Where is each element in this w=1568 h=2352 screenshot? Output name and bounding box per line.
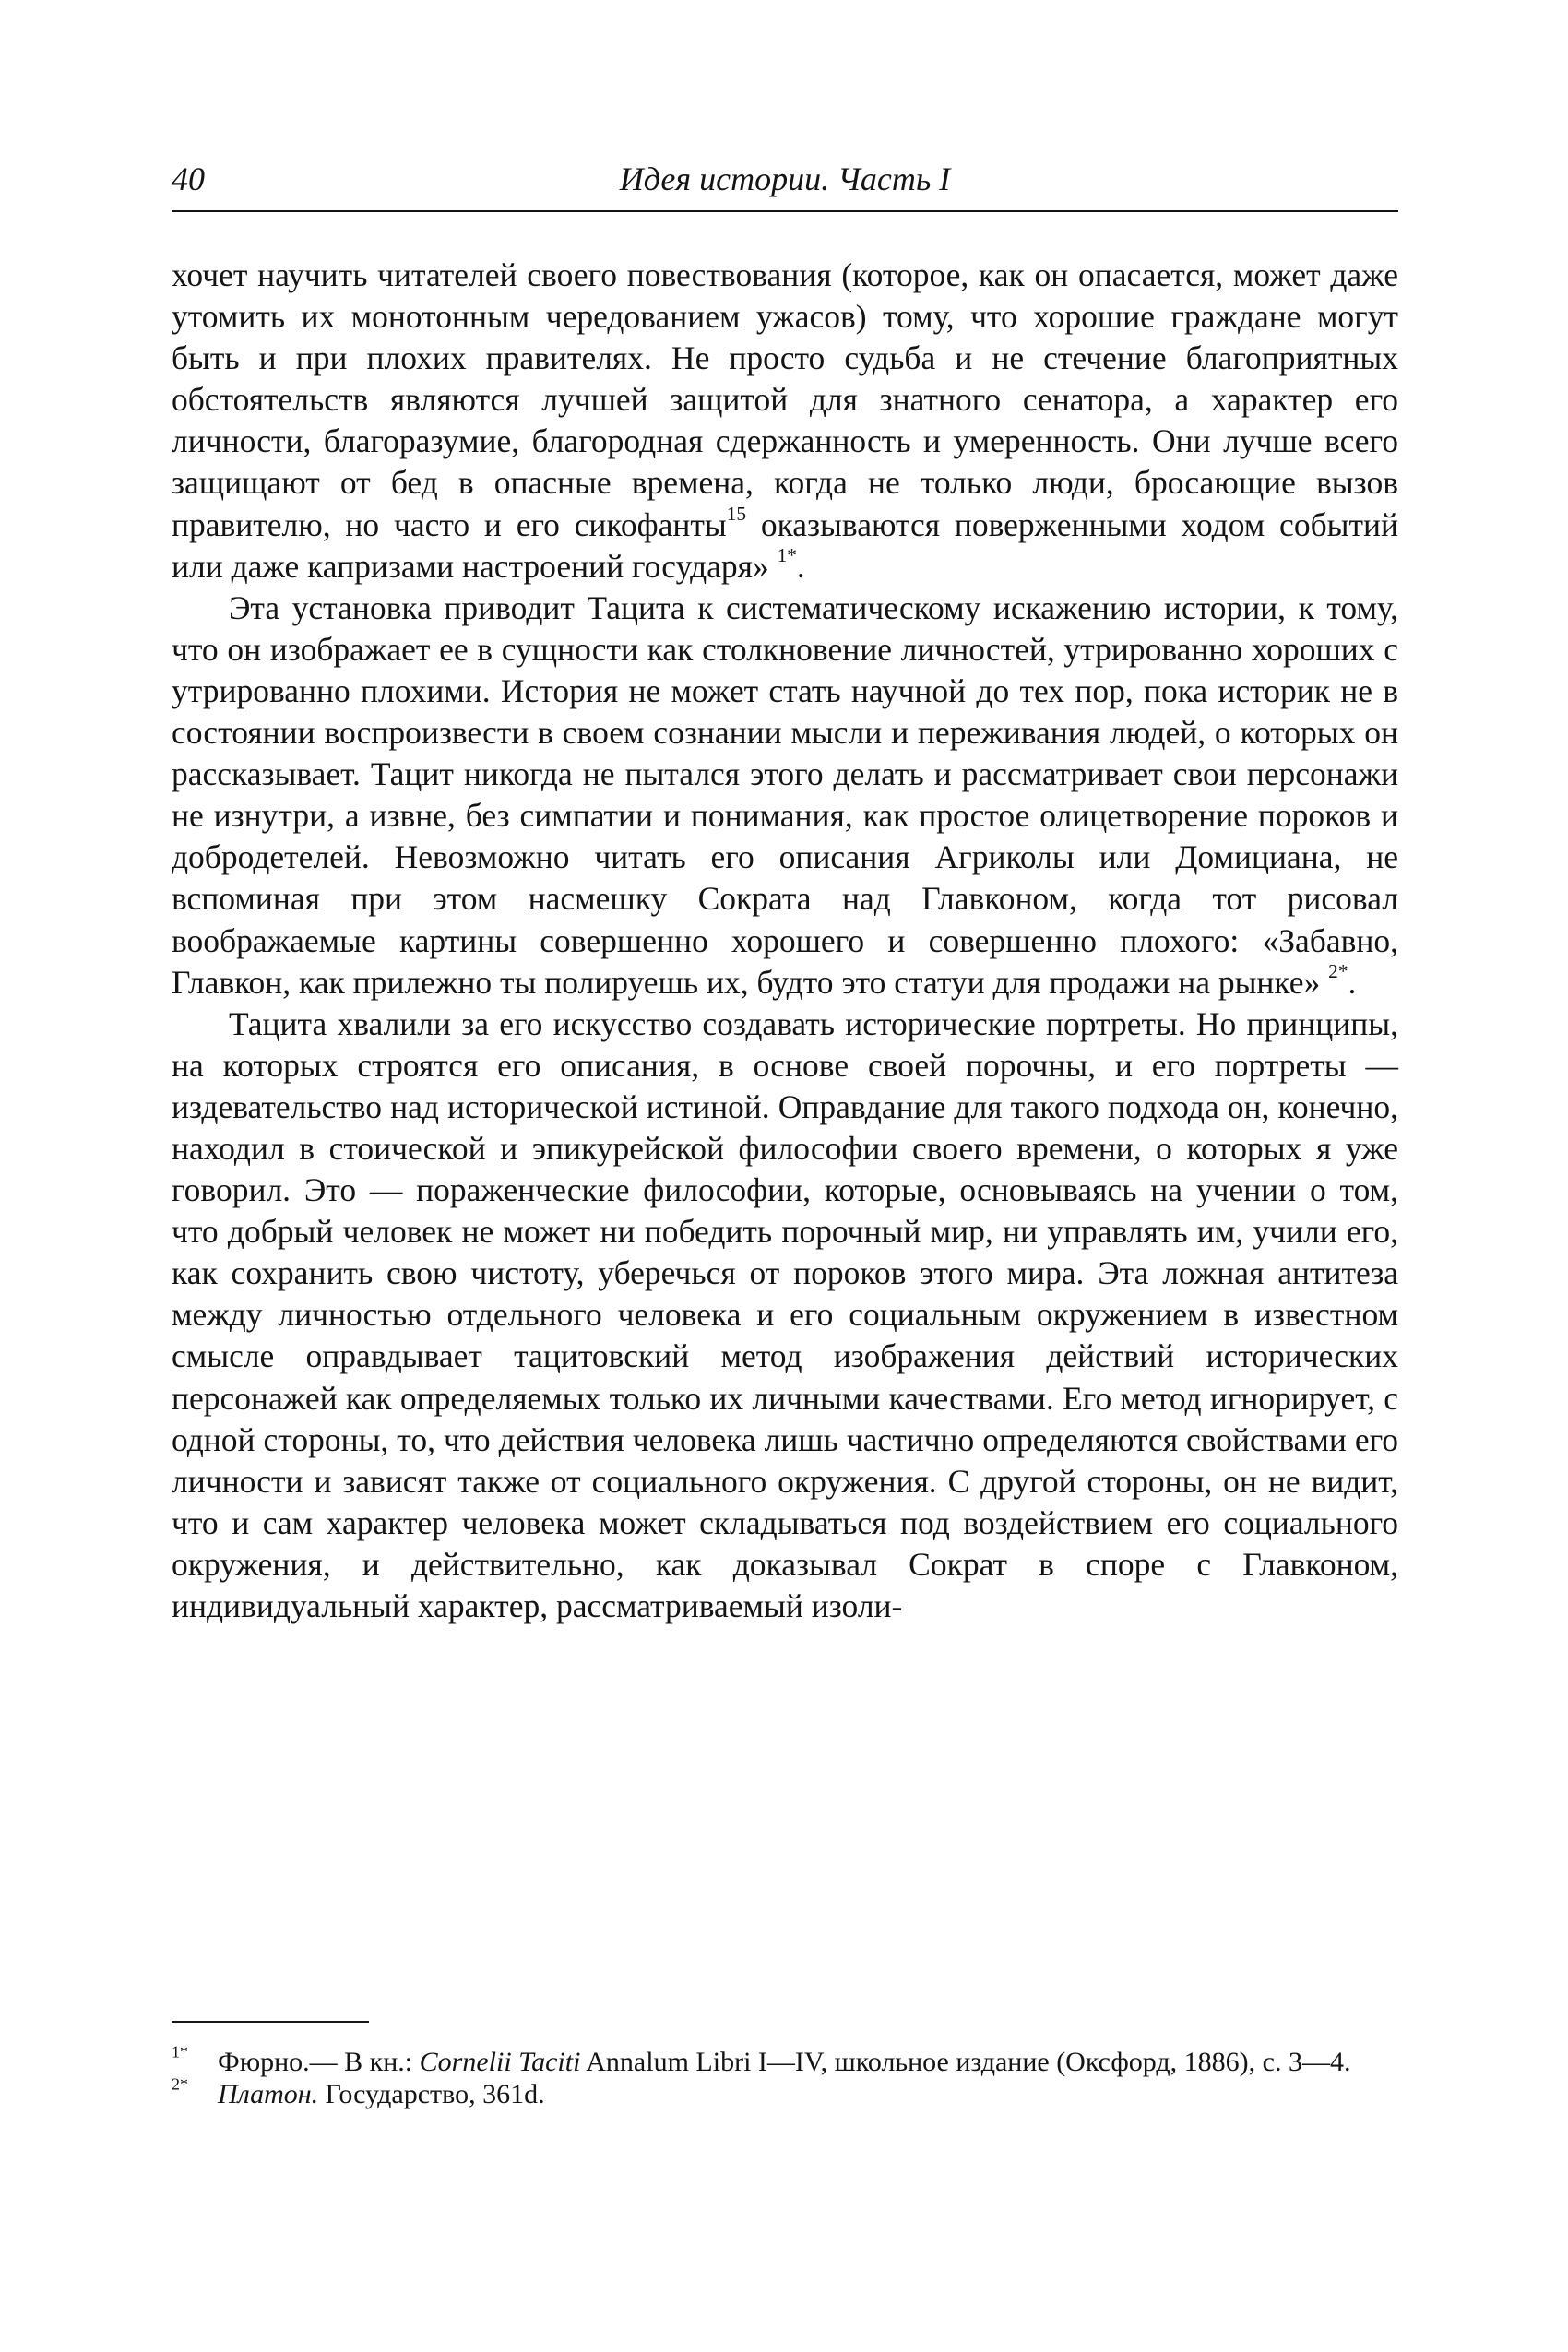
header-rule bbox=[172, 210, 1398, 212]
paragraph-2 bbox=[172, 588, 1398, 1004]
paragraph-1-text-a: хочет научить читателей своего повествования (которое, как он опасается, может даже утомить их монотонным чередованием ужасов) тому, что хорошие граждане могут быть и при плохих правителях. Не просто судьба и не стечение благоприятных обстоятельств являются лучшей защитой для знатного сенатора, а характер его личности, благоразумие, благородная сдержанность и умеренность. Они лучше всего защищают от бед в опасные времена, когда не только люди, бросающие вызов правителю, но часто и его сикофанты bbox=[172, 256, 1398, 543]
paragraph-2-text-b: . bbox=[1348, 963, 1357, 1001]
page-number: 40 bbox=[172, 160, 205, 197]
footnote-2-text-b: Государство, 361d. bbox=[318, 2079, 545, 2109]
running-title: Идея истории. Часть I bbox=[619, 160, 951, 197]
footnote-2 bbox=[172, 2074, 1398, 2110]
note-ref-15: 15 bbox=[726, 502, 747, 525]
paragraph-3-text: Тацита хвалили за его искусство создавать исторические портреты. Но принципы, на которых строятся его описания, в основе своей порочны, и его портреты — издевательство над исторической истиной. Оправдание для такого подхода он, конечно, находил в стоической и эпикурейской философии своего времени, о которых я уже говорил. Это — пораженческие философии, которые, основываясь на учении о том, что добрый человек не может ни победить порочный мир, ни управлять им, учили его, как сохранить свою чистоту, уберечься от пороков этого мира. Эта ложная антитеза между личностью отдельного человека и его социальным окружением в известном смысле оправдывает тацитовский метод изображения действий исторических персонажей как определяемых только их личными качествами. Его метод игнорирует, с одной стороны, то, что действия человека лишь частично определяются свойствами его личности и зависят также от социального окружения. С другой стороны, он не видит, что и сам характер человека может складываться под воздействием его социального окружения, и действительно, как доказывал Сократ в споре с Главконом, индивидуальный характер, рассматриваемый изоли- bbox=[172, 1004, 1398, 1624]
note-ref-1-star: 1* bbox=[777, 543, 797, 566]
footnote-1-text-b: Annalum Libri I—IV, школьное издание (Оксфорд, 1886), с. 3—4. bbox=[580, 2047, 1351, 2077]
body-text bbox=[172, 255, 1398, 1627]
footnote-2-italic: Платон. bbox=[218, 2079, 319, 2109]
running-head bbox=[172, 153, 1398, 205]
footnote-1-text-a: Фюрно.— В кн.: bbox=[218, 2047, 420, 2077]
note-ref-2-star: 2* bbox=[1328, 959, 1348, 982]
footnote-1-italic: Cornelii Taciti bbox=[419, 2047, 581, 2077]
paragraph-1-text-c: . bbox=[796, 547, 805, 585]
paragraph-1 bbox=[172, 255, 1398, 588]
paragraph-3 bbox=[172, 1004, 1398, 1627]
footnote-2-marker-text: 2* bbox=[172, 2074, 188, 2094]
footnote-2-marker bbox=[172, 2074, 188, 2110]
footnote-rule bbox=[172, 2021, 369, 2023]
paragraph-1-text-b: оказываются поверженными ходом событий или даже капризами настроений государя» bbox=[172, 505, 1398, 585]
paragraph-2-text-a: Эта установка приводит Тацита к систематическому искажению истории, к тому, что он изображает ее в сущности как столкновение личностей, утрированно хороших с утрированно плохими. История не может стать научной до тех пор, пока историк не в состоянии воспроизвести в своем сознании мысли и переживания людей, о которых он рассказывает. Тацит никогда не пытался этого делать и рассматривает свои персонажи не изнутри, а извне, без симпатии и понимания, как простое олицетворение пороков и добродетелей. Невозможно читать его описания Агриколы или Домициана, не вспоминая при этом насмешку Сократа над Главконом, когда тот рисовал воображаемые картины совершенно хорошего и совершенно плохого: «Забавно, Главкон, как прилежно ты полируешь их, будто это статуи для продажи на рынке» bbox=[172, 588, 1398, 1001]
footnotes bbox=[172, 2042, 1398, 2110]
footnote-1-marker bbox=[172, 2042, 188, 2078]
footnote-1 bbox=[172, 2042, 1398, 2078]
footnote-1-marker-text: 1* bbox=[172, 2042, 188, 2061]
